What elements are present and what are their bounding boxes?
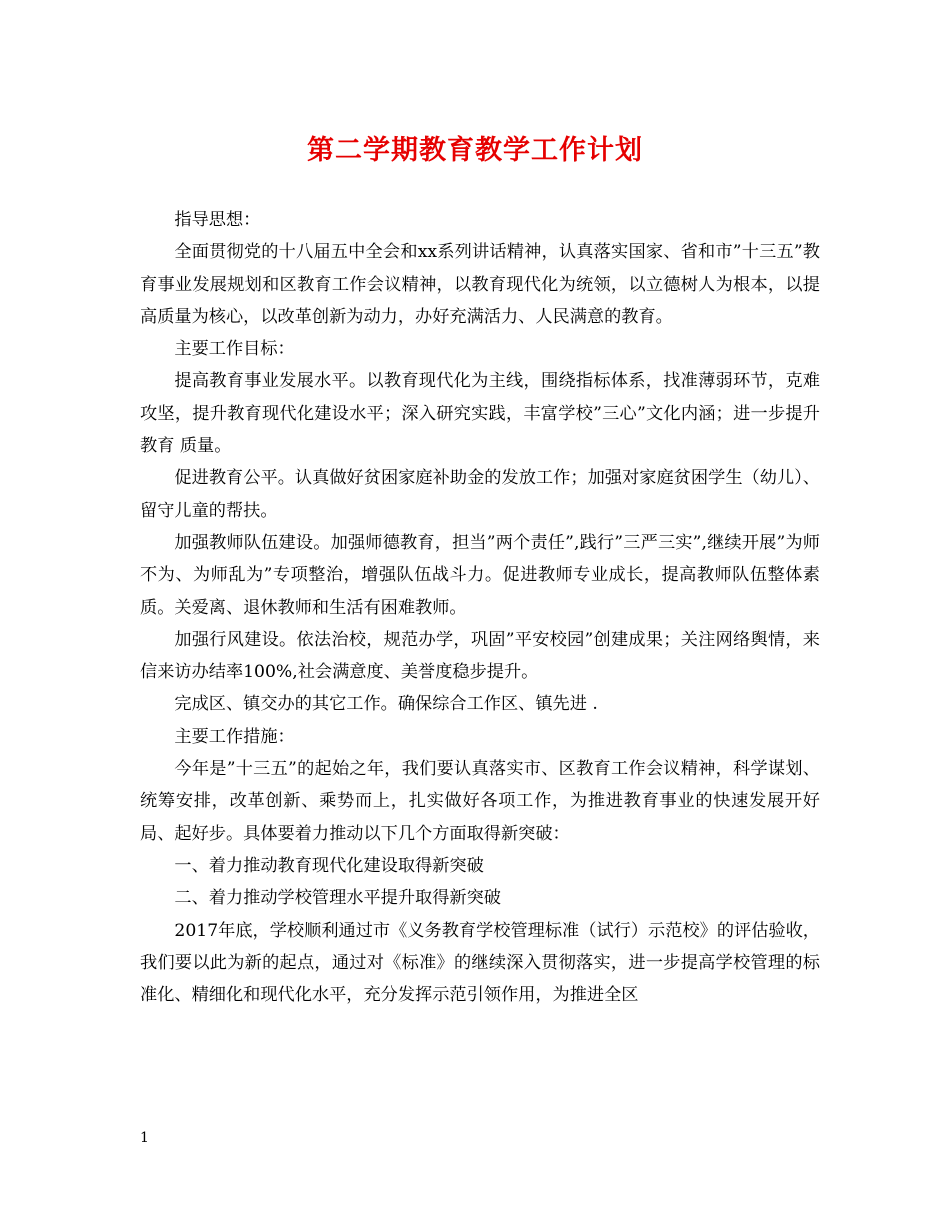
document-body [140, 204, 820, 1011]
paragraph-main-measures-heading: 主要工作措施： [174, 726, 295, 747]
paragraph-guiding-ideology: 全面贯彻党的十八届五中全会和xx系列讲话精神，认真落实国家、省和市”十三五”教育事业发展规划和区教育工作会议精神，以教育现代化为统领，以立德树人为根本，以提高质量为核心，以改革创新为动力，办好充满活力、人民满意的教育。 [140, 242, 820, 327]
paragraph-goal-other-tasks: 完成区、镇交办的其它工作。确保综合工作区、镇先进 . [174, 694, 598, 715]
paragraph-goal-development: 提高教育事业发展水平。以教育现代化为主线，围绕指标体系，找准薄弱环节，克难攻坚，提升教育现代化建设水平；深入研究实践，丰富学校”三心”文化内涵；进一步提升教育 质量。 [140, 371, 820, 457]
paragraph-measure-one: 一、着力推动教育现代化建设取得新突破 [174, 855, 484, 876]
paragraph-measure-two: 二、着力推动学校管理水平提升取得新突破 [174, 888, 501, 909]
paragraph-main-goals-heading: 主要工作目标： [174, 339, 295, 360]
paragraph-goal-teachers: 加强教师队伍建设。加强师德教育，担当”两个责任”,践行”三严三实”,继续开展”为师不为、为师乱为”专项整治，增强队伍战斗力。促进教师专业成长，提高教师队伍整体素质。关爱离、退休教师和生活有困难教师。 [140, 532, 820, 618]
page-number: 1 [140, 1130, 149, 1146]
paragraph-school-management: 2017年底，学校顺利通过市《义务教育学校管理标准（试行）示范校》的评估验收，我们要以此为新的起点，通过对《标准》的继续深入贯彻落实，进一步提高学校管理的标准化、精细化和现代化水平，充分发挥示范引领作用，为推进全区 [140, 920, 820, 1006]
document-title: 第二学期教育教学工作计划 [307, 135, 643, 166]
paragraph-goal-conduct: 加强行风建设。依法治校，规范办学，巩固”平安校园”创建成果；关注网络舆情，来信来访办结率100%,社会满意度、美誉度稳步提升。 [140, 629, 820, 683]
paragraph-goal-equity: 促进教育公平。认真做好贫困家庭补助金的发放工作；加强对家庭贫困学生（幼儿）、留守儿童的帮扶。 [140, 468, 820, 521]
paragraph-guiding-ideology-heading: 指导思想： [174, 210, 261, 230]
paragraph-measures-intro: 今年是”十三五”的起始之年，我们要认真落实市、区教育工作会议精神，科学谋划、统筹安排，改革创新、乘势而上，扎实做好各项工作，为推进教育事业的快速发展开好局、起好步。具体要着力推动以下几个方面取得新突破： [140, 759, 820, 844]
